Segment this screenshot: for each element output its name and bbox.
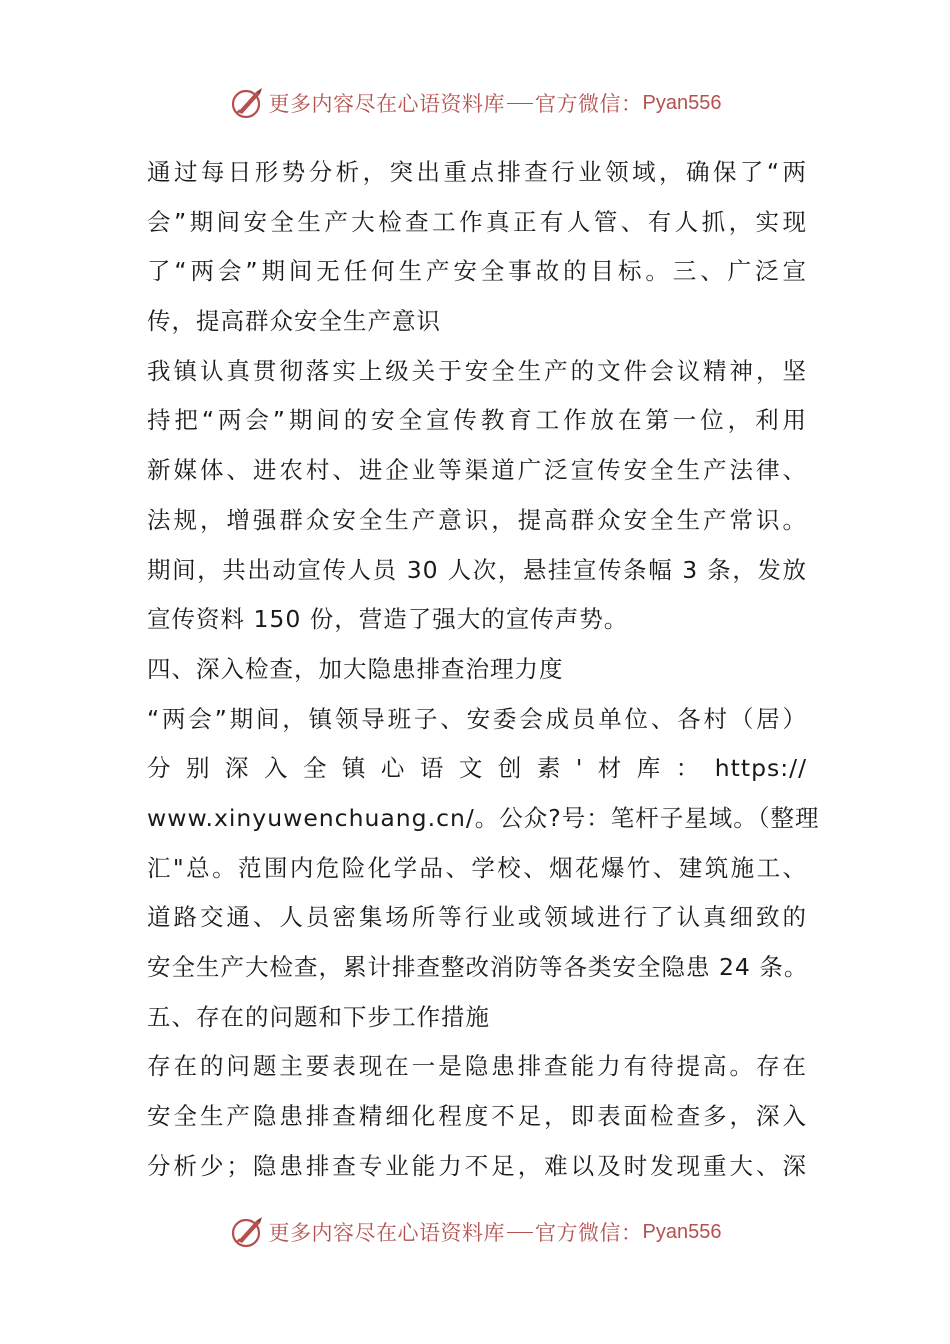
text-line-with-url: 分别深入全镇心语文创素'材库：https://: [147, 754, 807, 783]
banner-dash-separator: [507, 1232, 533, 1233]
section-heading: 五、存在的问题和下步工作措施: [147, 1002, 490, 1031]
text-line: 道路交通、人员密集场所等行业或领域进行了认真细致的: [147, 903, 807, 932]
text-line: 法规，增强群众安全生产意识，提高群众安全生产常识。: [147, 505, 807, 534]
text-line: 持把“两会”期间的安全宣传教育工作放在第一位，利用: [147, 406, 807, 435]
text-line: 存在的问题主要表现在一是隐患排查能力有待提高。存在: [147, 1052, 807, 1081]
banner-dash-separator: [507, 103, 533, 104]
text-line: 宣传资料 150 份，营造了强大的宣传声势。: [147, 605, 629, 634]
text-line-with-url: www.xinyuwenchuang.cn/。公众?号：笔杆子星域。（整理: [147, 803, 820, 832]
banner-contact-label: 官方微信：: [535, 92, 643, 116]
text-line: 分析少；隐患排查专业能力不足，难以及时发现重大、深: [147, 1151, 807, 1180]
text-line: “两会”期间，镇领导班子、安委会成员单位、各村（居）: [147, 704, 807, 733]
text-line: 安全生产大检查，累计排查整改消防等各类安全隐患 24 条。: [147, 953, 809, 981]
text-line: 通过每日形势分析，突出重点排查行业领域，确保了“两: [147, 158, 807, 186]
quill-pen-logo-icon: [229, 1214, 265, 1250]
banner-brand-text: 更多内容尽在心语资料库: [268, 1221, 506, 1245]
text-line: 新媒体、进农村、进企业等渠道广泛宣传安全生产法律、: [147, 456, 807, 485]
text-line: 期间，共出动宣传人员 30 人次，悬挂宣传条幅 3 条，发放: [147, 555, 807, 584]
banner-brand-text: 更多内容尽在心语资料库: [268, 92, 506, 116]
text-line: 我镇认真贯彻落实上级关于安全生产的文件会议精神，坚: [147, 356, 807, 385]
banner-contact-label: 官方微信：: [535, 1221, 643, 1245]
text-line: 了“两会”期间无任何生产安全事故的目标。三、广泛宣: [147, 257, 807, 286]
banner-contact-account: Pyan556: [642, 91, 722, 114]
text-line: 安全生产隐患排查精细化程度不足，即表面检查多，深入: [147, 1102, 807, 1131]
text-line: 汇"总。范围内危险化学品、学校、烟花爆竹、建筑施工、: [147, 853, 807, 882]
section-heading: 四、深入检查，加大隐患排查治理力度: [147, 654, 564, 683]
banner-contact-account: Pyan556: [642, 1220, 722, 1243]
quill-pen-logo-icon: [229, 85, 265, 121]
header-watermark-banner: [0, 81, 950, 125]
text-line: 传，提高群众安全生产意识: [147, 307, 441, 336]
text-line: 会”期间安全生产大检查工作真正有人管、有人抓，实现: [147, 207, 807, 236]
footer-watermark-banner: [0, 1210, 950, 1254]
document-body: [147, 148, 820, 1191]
